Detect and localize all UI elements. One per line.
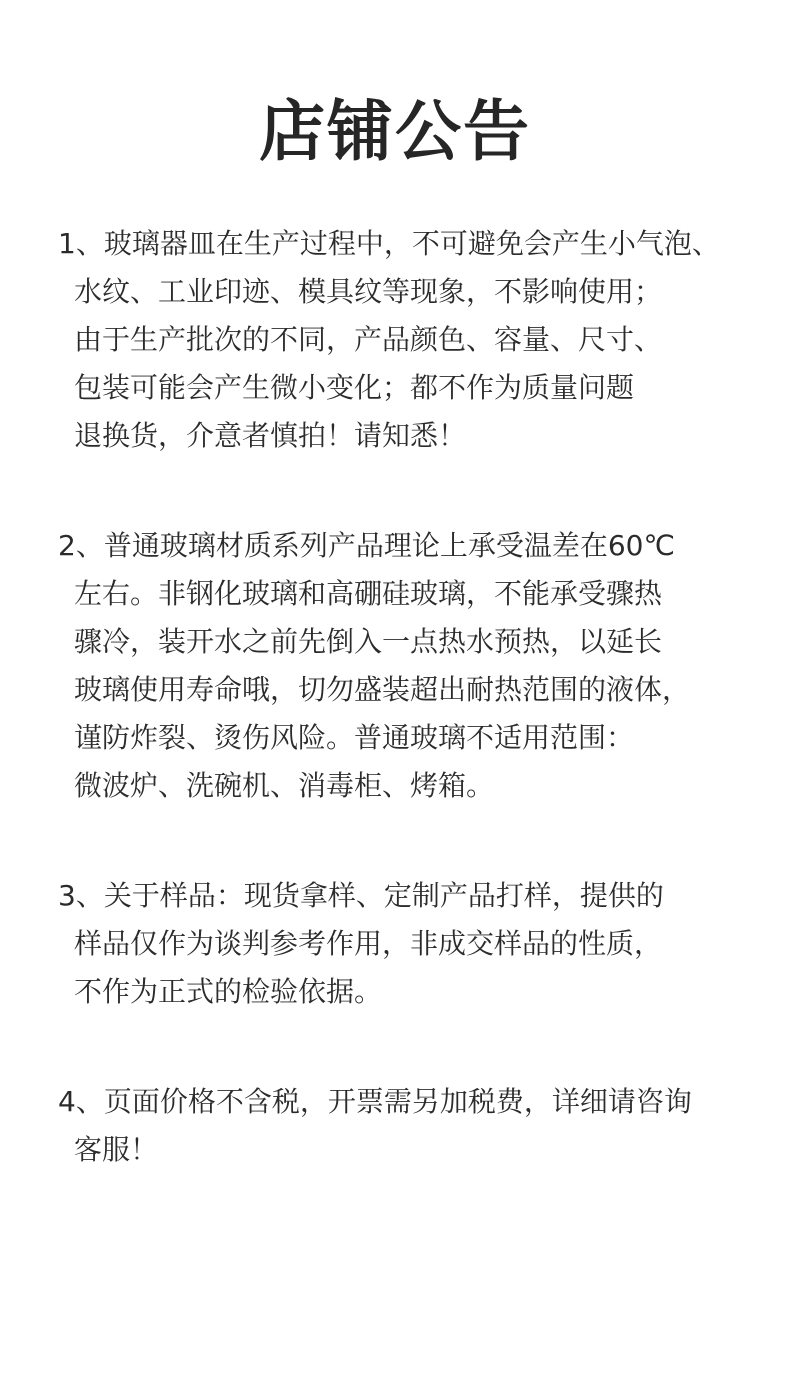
notice-line: 不作为正式的检验依据。 [74,975,383,1008]
notice-line: 包装可能会产生微小变化；都不作为质量问题 [74,371,635,404]
notice-line: 骤冷，装开水之前先倒入一点热水预热，以延长 [74,625,663,658]
notice-line: 微波炉、洗碗机、消毒柜、烤箱。 [74,769,495,802]
notice-line: 1、玻璃器皿在生产过程中，不可避免会产生小气泡、 [58,227,720,260]
notice-line: 由于生产批次的不同，产品颜色、容量、尺寸、 [74,323,663,356]
notice-line: 水纹、工业印迹、模具纹等现象，不影响使用； [74,275,663,308]
page-title: 店铺公告 [259,93,531,170]
notice-item-1 [58,220,758,460]
notice-line: 4、页面价格不含税，开票需另加税费，详细请咨询 [58,1085,692,1118]
notice-item-3 [58,872,758,1016]
notice-line: 3、关于样品：现货拿样、定制产品打样，提供的 [58,879,664,912]
notice-line: 2、普通玻璃材质系列产品理论上承受温差在60℃ [58,529,675,562]
notice-line: 玻璃使用寿命哦，切勿盛装超出耐热范围的液体， [74,673,691,706]
notice-line: 谨防炸裂、烫伤风险。普通玻璃不适用范围： [74,721,635,754]
notice-line: 样品仅作为谈判参考作用，非成交样品的性质， [74,927,663,960]
notice-line: 左右。非钢化玻璃和高硼硅玻璃，不能承受骤热 [74,577,663,610]
notice-line: 客服！ [74,1133,159,1166]
notice-item-2 [58,522,758,810]
notice-line: 退换货，介意者慎拍！请知悉！ [74,419,467,452]
notice-item-4 [58,1078,758,1174]
